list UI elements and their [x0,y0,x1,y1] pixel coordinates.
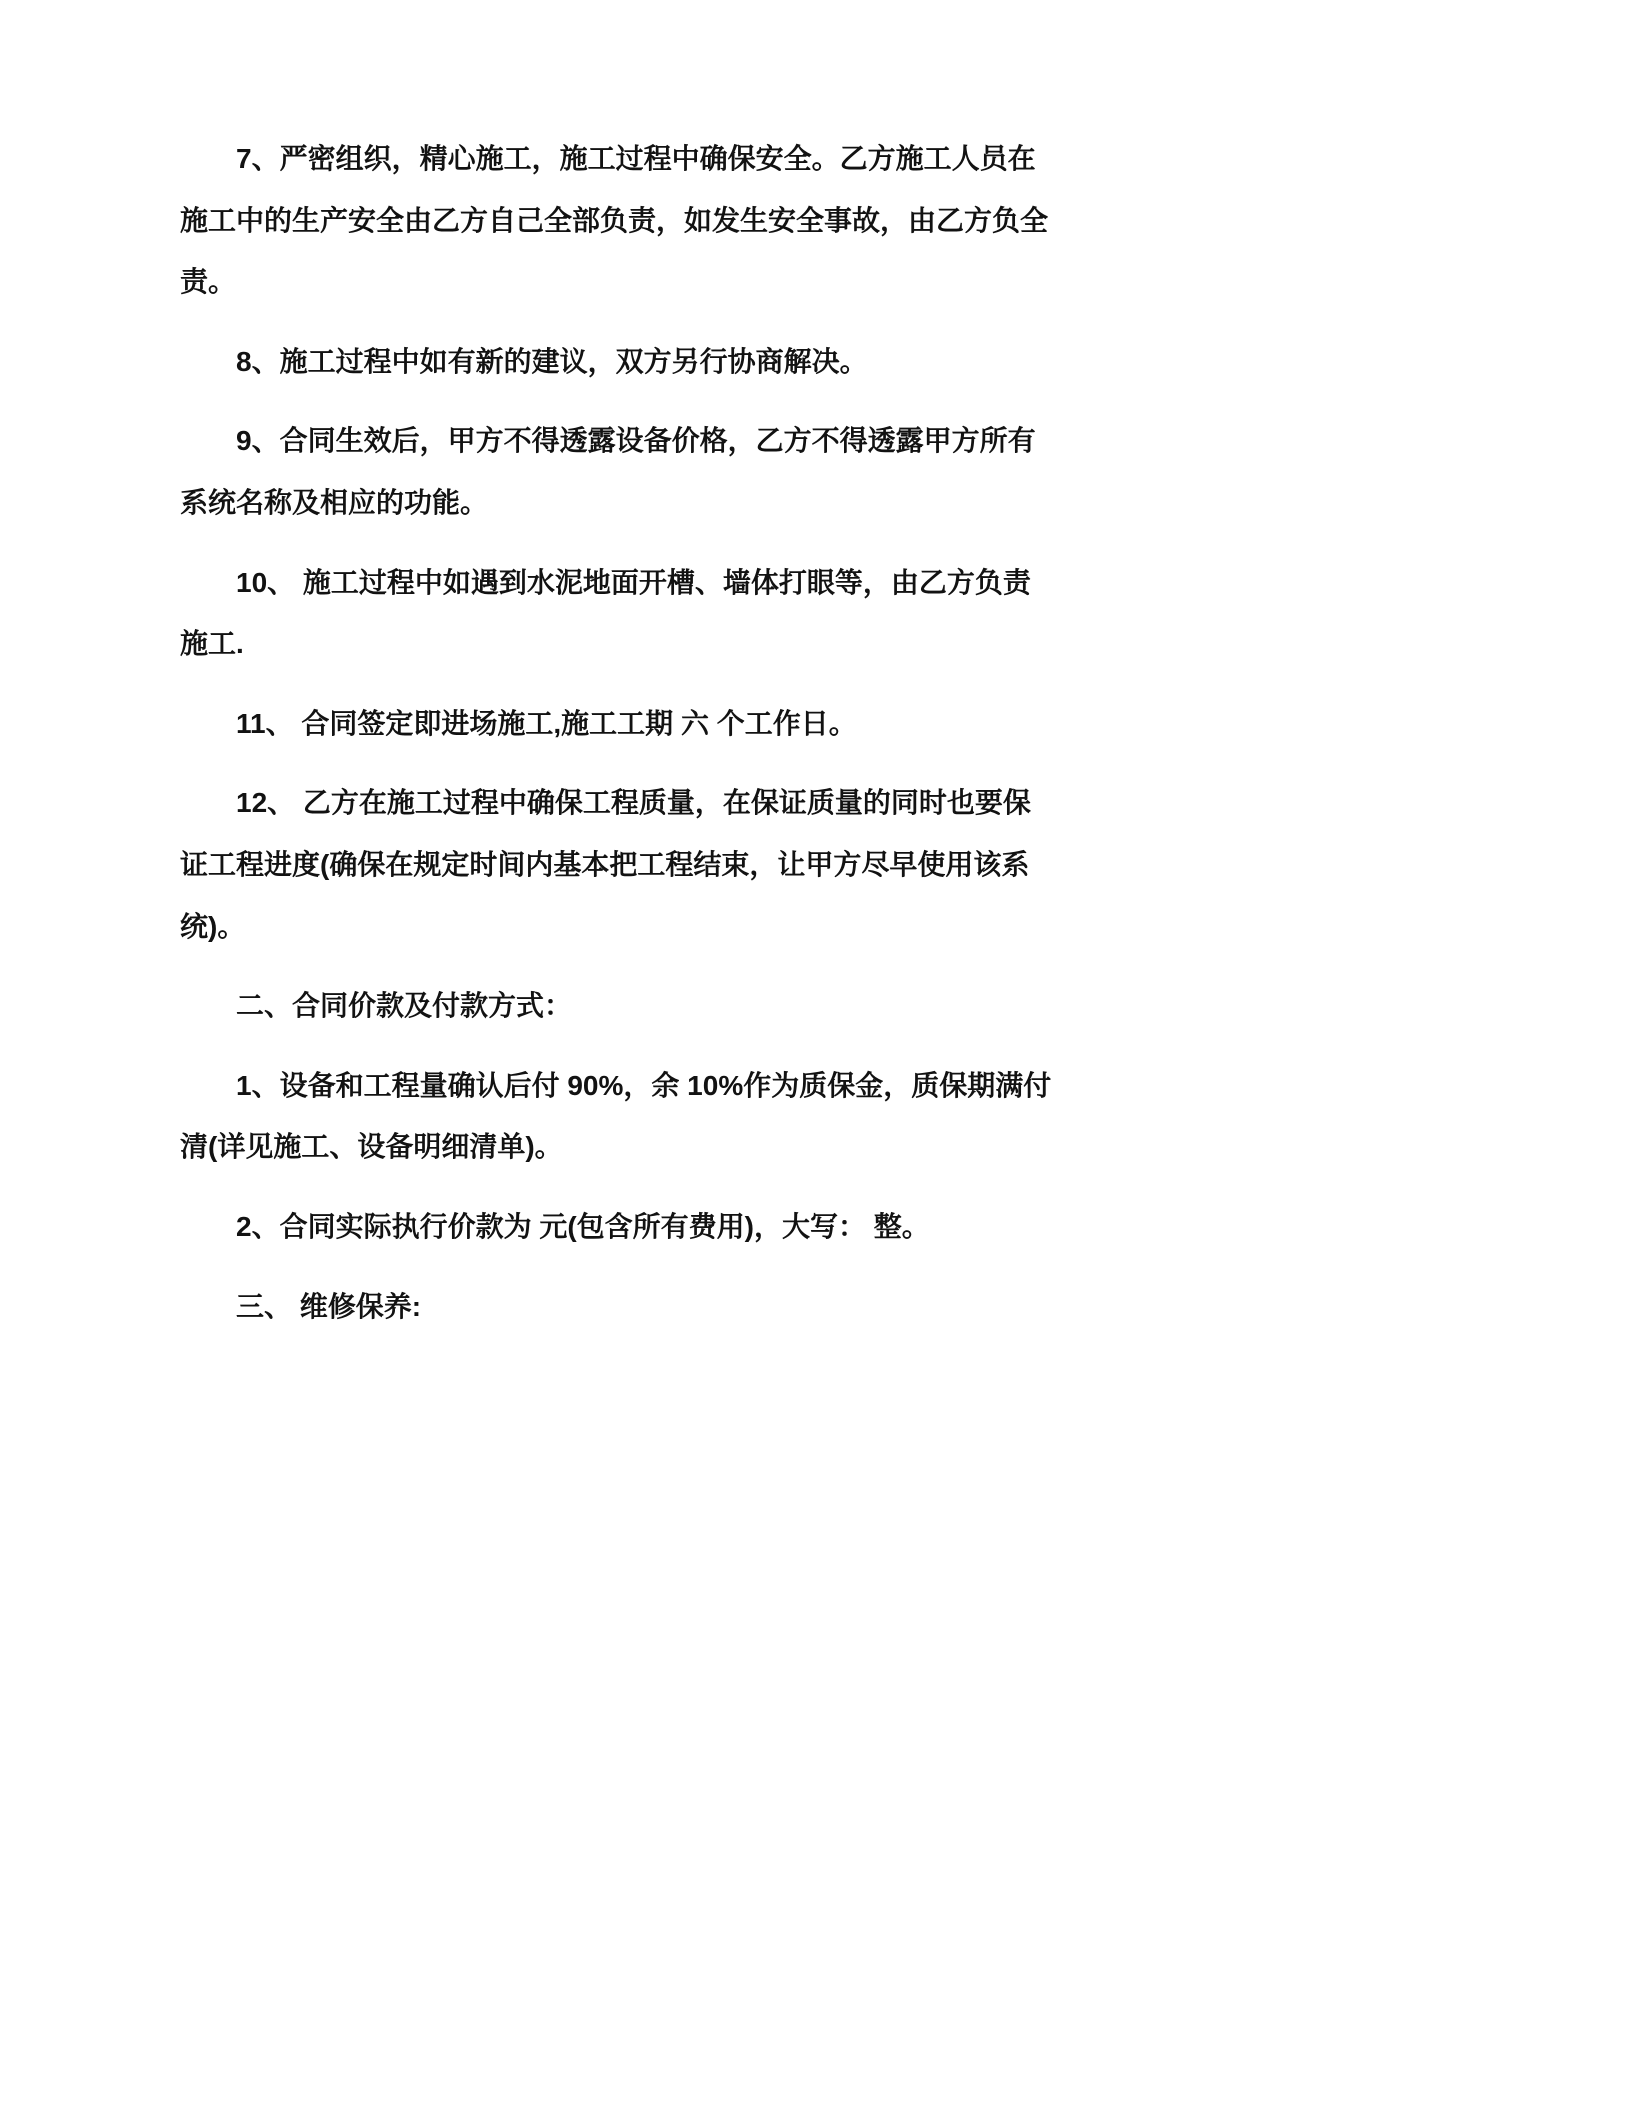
payment-clause-2: 2、合同实际执行价款为 元(包含所有费用)，大写： 整。 [236,1210,930,1242]
clause-12: 12、 乙方在施工过程中确保工程质量，在保证质量的同时也要保证工程进度(确保在规定时间内基本把工程结束，让甲方尽早使用该系统)。 [180,787,1031,942]
section-heading-payment: 二、合同价款及付款方式： [236,990,573,1022]
clause-11: 11、 合同签定即进场施工,施工工期 六 个工作日。 [236,707,857,739]
clause-8: 8、施工过程中如有新的建议，双方另行协商解决。 [236,345,868,377]
clause-7: 7、严密组织，精心施工，施工过程中确保安全。乙方施工人员在施工中的生产安全由乙方自己全部负责，如发生安全事故，由乙方负全责。 [180,143,1049,298]
payment-clause-1: 1、设备和工程量确认后付 90%，余 10%作为质保金，质保期满付清(详见施工、设备明细清单)。 [180,1069,1052,1163]
clause-10: 10、 施工过程中如遇到水泥地面开槽、墙体打眼等，由乙方负责施工. [180,566,1031,660]
clause-9: 9、合同生效后，甲方不得透露设备价格，乙方不得透露甲方所有系统名称及相应的功能。 [180,425,1036,518]
section-heading-maintenance: 三、 维修保养: [236,1290,422,1322]
